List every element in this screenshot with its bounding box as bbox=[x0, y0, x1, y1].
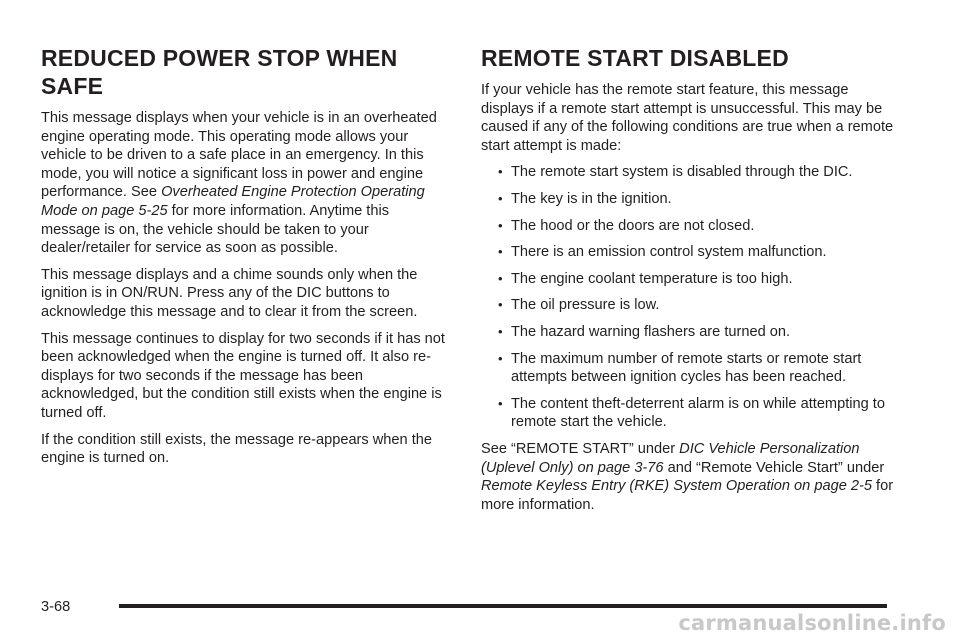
list-item bbox=[481, 190, 901, 209]
paragraph-reappears: If the condition still exists, the message re-appears when the engine is turned on. bbox=[41, 431, 432, 467]
list-item bbox=[481, 270, 901, 289]
paragraph-text: for more information. bbox=[481, 478, 894, 513]
list-item bbox=[481, 163, 901, 182]
page-number: 3-68 bbox=[41, 599, 71, 615]
bullet-icon: • bbox=[498, 395, 503, 411]
right-column bbox=[481, 44, 901, 522]
bullet-icon: • bbox=[498, 270, 503, 286]
list-item-text: The oil pressure is low. bbox=[511, 297, 660, 314]
paragraph-see-also bbox=[481, 440, 901, 514]
cross-reference-dic-personalization[interactable]: DIC Vehicle Personalization (Uplevel Only) on page 3-76 bbox=[481, 440, 860, 476]
list-item-text: The content theft-deterrent alarm is on while attempting to remote start the vehicle. bbox=[511, 395, 885, 431]
paragraph-chime: This message displays and a chime sounds only when the ignition is in ON/RUN. Press any of the DIC buttons to acknowledge this message and to clear it from the screen. bbox=[41, 266, 418, 320]
bullet-icon: • bbox=[498, 164, 503, 180]
list-item bbox=[481, 323, 901, 342]
paragraph-text: This message displays when your vehicle is in an overheated engine operating mode. This operating mode allows your vehicle to be driven to a safe place in an emergency. In this mode, you will notice a significant loss in power and engine performance. See bbox=[41, 110, 437, 201]
list-item bbox=[481, 243, 901, 262]
list-item-text: The engine coolant temperature is too high. bbox=[511, 270, 793, 287]
cross-reference-overheated-engine[interactable]: Overheated Engine Protection Operating Mode on page 5-25 bbox=[41, 184, 425, 219]
bullet-icon: • bbox=[498, 190, 503, 206]
cross-reference-rke-system[interactable]: Remote Keyless Entry (RKE) System Operation on page 2-5 bbox=[481, 478, 872, 495]
list-item-text: The maximum number of remote starts or remote start attempts between ignition cycles has been reached. bbox=[511, 350, 862, 386]
paragraph-remote-start-intro: If your vehicle has the remote start feature, this message displays if a remote start attempt is unsuccessful. This may be caused if any of the following conditions are true when a remote start attempt is made: bbox=[481, 82, 894, 154]
paragraph-text: and “Remote Vehicle Start” under bbox=[663, 459, 885, 476]
list-item-text: There is an emission control system malfunction. bbox=[511, 244, 827, 261]
list-item-text: The remote start system is disabled through the DIC. bbox=[511, 164, 853, 181]
left-column bbox=[41, 44, 451, 476]
list-item bbox=[481, 217, 901, 236]
paragraph-overheated-mode bbox=[41, 109, 451, 258]
bullet-icon: • bbox=[498, 217, 503, 233]
bullet-icon: • bbox=[498, 323, 503, 339]
conditions-list bbox=[481, 163, 901, 432]
footer-rule bbox=[119, 604, 887, 608]
bullet-icon: • bbox=[498, 350, 503, 366]
paragraph-text: for more information. Anytime this message is on, the vehicle should be taken to your dealer/retailer for service as soon as possible. bbox=[41, 202, 389, 257]
bullet-icon: • bbox=[498, 297, 503, 313]
list-item-text: The key is in the ignition. bbox=[511, 190, 672, 207]
list-item-text: The hazard warning flashers are turned on. bbox=[511, 323, 791, 340]
list-item bbox=[481, 395, 901, 432]
section-title-reduced-power: REDUCED POWER STOP WHEN SAFE bbox=[41, 45, 398, 99]
paragraph-two-seconds: This message continues to display for two seconds if it has not been acknowledged when the engine is turned off. It also re-displays for two seconds if the message has been acknowledged, but the condition still exists when the engine is turned off. bbox=[41, 330, 445, 421]
paragraph-text: See “REMOTE START” under bbox=[481, 440, 680, 457]
section-title-remote-start-disabled: REMOTE START DISABLED bbox=[481, 45, 789, 71]
list-item bbox=[481, 350, 901, 387]
list-item bbox=[481, 296, 901, 315]
bullet-icon: • bbox=[498, 244, 503, 260]
list-item-text: The hood or the doors are not closed. bbox=[511, 217, 755, 234]
watermark-logo: carmanualsonline.info bbox=[678, 611, 946, 635]
